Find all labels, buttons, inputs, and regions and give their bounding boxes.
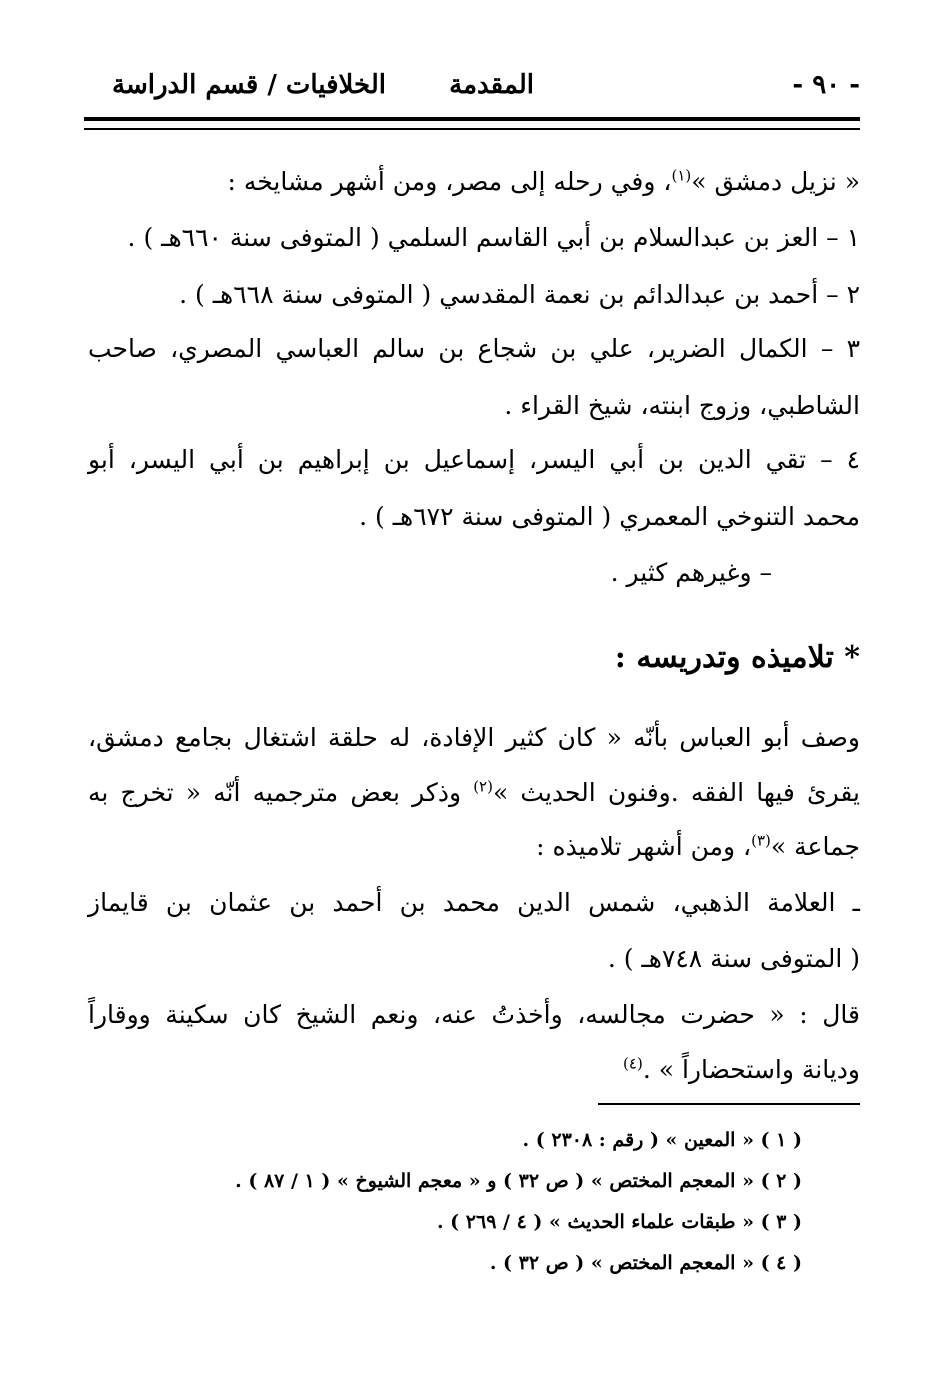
section-heading: * تلاميذه وتدريسه : (614, 640, 860, 675)
footnote-1: ( ١ ) « المعين » ( رقم : ٢٣٠٨ ) . (522, 1129, 802, 1151)
running-header (100, 64, 860, 114)
students-line-2: يقرئ فيها الفقه .وفنون الحديث »$^{(٢)}$ وذكر بعض مترجميه أنّه « تخرج به (88, 777, 860, 807)
footnote-ref-2: (٢) (473, 777, 493, 796)
header-rule-thin (84, 128, 860, 130)
footnote-ref-3: (٣) (751, 831, 771, 850)
others-line: – وغيرهم كثير . (610, 558, 772, 587)
header-rule-thick (84, 117, 860, 121)
footnote-3: ( ٣ ) « طبقات علماء الحديث » ( ٤ / ٢٦٩ ) . (436, 1211, 802, 1233)
teacher-item-3-line-2: الشاطبي، وزوج ابنته، شيخ القراء . (504, 391, 860, 420)
footnote-separator (598, 1103, 860, 1105)
footnote-ref-1: (١) (671, 166, 692, 185)
book-title: الخلافيات / قسم الدراسة (112, 70, 386, 100)
section-title: المقدمة (449, 70, 534, 100)
quote-line-2: وديانة واستحضاراً » .$^{(٤)}$ (623, 1054, 860, 1084)
student-item-1-line-1: ـ العلامة الذهبي، شمس الدين محمد بن أحمد بن عثمان بن قايماز (88, 888, 860, 917)
footnote-2: ( ٢ ) « المعجم المختص » ( ص ٣٢ ) و « معجم الشيوخ » ( ١ / ٨٧ ) . (235, 1170, 802, 1192)
students-line-3: جماعة »$^{(٣)}$، ومن أشهر تلاميذه : (536, 831, 860, 861)
text-line-1: « نزيل دمشق »$^{(١)}$، وفي رحله إلى مصر، ومن أشهر مشايخه : (227, 166, 860, 196)
teacher-item-3-line-1: ٣ – الكمال الضرير، علي بن شجاع بن سالم العباسي المصري، صاحب (88, 334, 860, 363)
footnote-4: ( ٤ ) « المعجم المختص » ( ص ٣٢ ) . (489, 1252, 802, 1274)
footnote-ref-4: (٤) (623, 1054, 643, 1073)
student-item-1-line-2: ( المتوفى سنة ٧٤٨هـ ) . (607, 944, 860, 973)
teacher-item-1: ١ – العز بن عبدالسلام بن أبي القاسم السلمي ( المتوفى سنة ٦٦٠هـ ) . (127, 223, 860, 252)
students-line-1: وصف أبو العباس بأنّه « كان كثير الإفادة، له حلقة اشتغال بجامع دمشق، (88, 723, 860, 752)
teacher-item-4-line-1: ٤ – تقي الدين بن أبي اليسر، إسماعيل بن إبراهيم بن أبي اليسر، أبو (88, 445, 860, 474)
page-number: - ٩٠ - (792, 70, 860, 100)
quote-line-1: قال : « حضرت مجالسه، وأخذتُ عنه، ونعم الشيخ كان سكينة ووقاراً (88, 1000, 860, 1029)
teacher-item-2: ٢ – أحمد بن عبدالدائم بن نعمة المقدسي ( المتوفى سنة ٦٦٨هـ ) . (179, 280, 860, 309)
teacher-item-4-line-2: محمد التنوخي المعمري ( المتوفى سنة ٦٧٢هـ ) . (359, 502, 860, 531)
